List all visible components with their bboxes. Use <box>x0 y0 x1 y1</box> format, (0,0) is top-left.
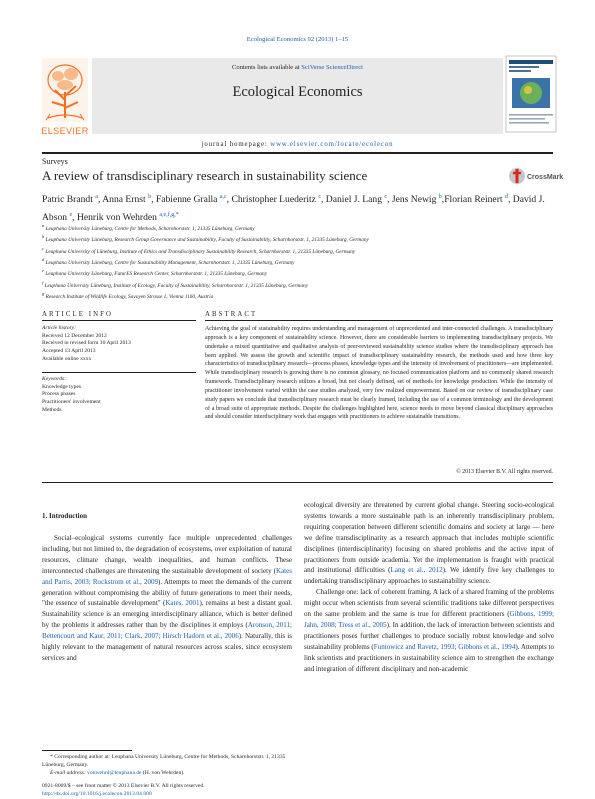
body-text: ). Attempts to link scientists and practitioners in sustainability science aim to strengthen the exchange and integration of different disciplinary and non-academic <box>304 642 555 673</box>
author-affiliation-marker[interactable]: a,c <box>219 194 227 200</box>
body-paragraph <box>304 587 554 674</box>
author-affiliation-marker[interactable]: a <box>95 194 98 200</box>
author-name[interactable]: Henrik von Wehrden $^{a,e,f,g,*}$ <box>76 211 179 223</box>
history-item: Received 12 December 2012 <box>42 332 107 339</box>
author-affiliation-marker[interactable]: d <box>504 194 508 200</box>
email-suffix: (H. von Wehrden). <box>141 769 185 776</box>
body-column-left <box>42 533 292 664</box>
affiliation-text: Leuphana University Lüneburg, Research Group Governance and Sustainability, Faculty of Sustainability, Scharnhorststr. 1, 21335 Lüneburg, Germany <box>45 237 369 244</box>
footnote-rule <box>42 750 132 751</box>
author-affiliation-marker[interactable]: b <box>438 194 442 200</box>
affiliation-item <box>42 233 557 244</box>
affiliation-item <box>42 245 557 256</box>
affiliation-item <box>42 222 557 233</box>
body-text: ), remains at best a distant goal. Sustainability science is an emerging interdisciplinary alliance, which is better defined by the problems it addresses rather than by the disciplines it employs ( <box>42 599 292 630</box>
affiliation-item <box>42 256 557 267</box>
contents-prefix: Contents lists available at <box>232 64 302 71</box>
citation-link[interactable]: Kates, 2001 <box>165 599 200 608</box>
sciencedirect-link[interactable]: SciVerse ScienceDirect <box>301 64 363 71</box>
author-name[interactable]: Patric Brandt $^a$ <box>42 194 98 206</box>
keyword-item: Process phases <box>42 391 76 398</box>
bottom-reference <box>42 783 342 799</box>
journal-name: Ecological Economics <box>232 84 363 100</box>
author-affiliation-marker[interactable]: e <box>69 211 73 218</box>
affiliation-text: Leuphana University Lüneburg, FuturES Research Center, Scharnhorststr. 1, 21335 Lüneburg, Germany <box>45 271 268 278</box>
author-name[interactable]: Fabienne Gralla $^{a,c}$ <box>155 194 227 206</box>
elsevier-wordmark: ELSEVIER <box>41 126 89 136</box>
citation-link[interactable]: Lang et al., 2012 <box>390 566 443 575</box>
body-text: ecological diversity are threatened by current global change. Steering socio-ecological systems towards a more sustainable path is an inherently transdisciplinary problem, requiring cooperation between different scientific domains and society at large — here we define transdisciplinarity as a research approach that includes multiple scientific disciplines (interdisciplinarity) focusing on shared problems and the active input of practitioners from outside academia. Yet the implementation is fraught with practical and institutional difficulties ( <box>304 501 554 575</box>
author-name[interactable]: Christopher Luederitz $^c$ <box>231 194 321 206</box>
abstract-bottom-rule <box>42 482 553 483</box>
email-line <box>42 770 292 778</box>
body-text: Challenge one: lack of coherent framing. A lack of a shared framing of the problems might occur when scientists from several scientific traditions take different perspectives on the same problem and the same is true for different practitioners ( <box>304 588 554 619</box>
section-heading: 1. Introduction <box>42 512 87 520</box>
header-rule <box>42 152 553 154</box>
citation-link[interactable]: Kates and Parris, 2003; Rockstrom et al., 2009 <box>42 566 292 586</box>
author-name[interactable]: David J. Abson $^e$ <box>42 194 545 223</box>
history-item: Available online xxxx <box>42 355 92 362</box>
keyword-item: Practitioners' involvement <box>42 399 101 406</box>
contents-line <box>92 64 503 71</box>
body-text: ). Naturally, this is highly relevant to the management of natural resources across scales, since ecosystem services and <box>42 632 292 662</box>
affiliation-marker: c <box>42 245 44 251</box>
author-name[interactable]: Jens Newig $^b$ <box>391 194 442 206</box>
article-title: A review of transdisciplinary research in sustainability science <box>42 168 368 183</box>
history-label: Article history: <box>42 325 77 331</box>
affiliation-text: Leuphana University Lüneburg, Institute of Ecology, Faculty of Sustainability, Scharnhorststr. 1, 21335 Lüneburg, Germany <box>44 282 308 289</box>
homepage-prefix: journal homepage: <box>201 141 271 148</box>
affiliation-item <box>42 279 557 290</box>
affiliation-marker: d <box>42 256 45 262</box>
author-name[interactable]: Anna Ernst $^b$ <box>102 194 152 206</box>
svg-text:CrossMark: CrossMark <box>527 174 564 181</box>
citation-link[interactable]: Funtowicz and Ravetz, 1993; Gibbons et al., 1994 <box>373 642 516 651</box>
body-text: ). Attempts to meet the demands of the current generation without compromising the ability of future generations to meet their needs, "the essence of sustainable development" ( <box>42 577 292 608</box>
article-history <box>42 325 196 364</box>
abstract-heading: ABSTRACT <box>205 311 258 318</box>
journal-reference[interactable]: Ecological Economics 92 (2013) 1–15 <box>246 36 349 43</box>
author-affiliation-marker[interactable]: b <box>148 194 152 200</box>
affiliation-marker: f <box>42 279 44 285</box>
author-affiliation-marker[interactable]: c <box>384 194 388 200</box>
keywords-label: Keywords: <box>42 376 67 382</box>
corresponding-author-note <box>42 754 292 770</box>
body-text: ). We identify five key challenges to undertaking transdisciplinary approaches to sustainability science. <box>304 566 554 586</box>
email-label: E-mail address: <box>50 769 88 776</box>
issn-line: 0921-8009/$ – see front matter © 2013 Elsevier B.V. All rights reserved. <box>42 783 205 789</box>
journal-homepage-line <box>92 141 503 148</box>
journal-cover-image[interactable] <box>506 56 556 132</box>
corresponding-author-text: Corresponding author at: Leuphana University Lüneburg, Centre for Methods, Scharnhorststr. 1, 21335 Lüneburg, Germany. <box>42 754 286 768</box>
author-name[interactable]: Daniel J. Lang $^c$ <box>325 194 388 206</box>
abstract-rule <box>205 320 553 321</box>
affiliation-text: Leuphana University Lüneburg, Centre for Methods, Scharnhorststr. 1, 21335 Lüneburg, Germany <box>45 225 255 232</box>
author-affiliation-marker[interactable]: a,e,f,g,* <box>159 211 179 218</box>
author-affiliation-marker[interactable]: c <box>318 194 321 200</box>
body-text: ). In addition, the lack of interaction between scientists and practitioners poses further challenges to produce socially robust knowledge and solve sustainability problems ( <box>304 620 555 651</box>
doi-link[interactable]: http://dx.doi.org/10.1016/j.ecolecon.2013.04.008 <box>42 790 152 797</box>
body-column-right <box>304 500 554 675</box>
body-paragraph <box>304 500 554 587</box>
author-list: Patric Brandt $^a$, Anna Ernst $^b$, Fabienne Gralla $^{a,c}$, Christopher Luederitz $^c$, Daniel J. Lang $^c$, Jens Newig $^b$,Florian Reinert $^d$, David J. Abson $^e$, Henrik von Wehrden $^{a,e,f,g,*}$ <box>42 194 545 223</box>
affiliation-marker: a <box>42 223 45 228</box>
citation-link[interactable]: Aronson, 2011; Bettencourt and Kaur, 2011; Clark, 2007; Hirsch Hadorn et al., 2006 <box>42 621 292 641</box>
article-section-label: Surveys <box>42 157 68 166</box>
keywords-rule <box>42 372 196 373</box>
affiliation-marker: g <box>42 290 45 296</box>
crossmark-icon[interactable] <box>508 166 564 186</box>
homepage-link[interactable]: www.elsevier.com/locate/ecolecon <box>270 141 394 148</box>
keyword-item: Knowledge types <box>42 383 81 390</box>
history-item: Received in revised form 10 April 2013 <box>42 340 131 347</box>
author-name[interactable]: Florian Reinert $^d$ <box>444 194 508 206</box>
email-link[interactable]: vonwehrd@leuphana.de <box>87 769 142 776</box>
affiliation-marker: e <box>42 268 44 274</box>
footnotes <box>42 754 292 778</box>
affiliation-list <box>42 222 557 301</box>
keyword-list <box>42 376 196 415</box>
affiliation-text: Research Institute of Wildlife Ecology, Savoyen Strasse 1, Vienna 1160, Austria <box>45 293 214 300</box>
keyword-item: Methods <box>42 406 62 413</box>
citation-link[interactable]: Gibbons, 1999; Jahn, 2008; Tress et al., 2005 <box>304 610 555 629</box>
copyright-notice: © 2013 Elsevier B.V. All rights reserved. <box>456 469 553 475</box>
history-item: Accepted 13 April 2013 <box>42 348 96 355</box>
affiliation-item <box>42 290 557 301</box>
body-text: Social–ecological systems currently face multiple unprecedented challenges including, but not limited to, the degradation of ecosystems, over exploitation of natural resources, climate change, wealth inequalities, and human conflicts. These interconnected challenges are threatening the sustainable development of society ( <box>42 534 292 575</box>
affiliation-text: Leuphana University of Lüneburg, Institute of Ethics and Transdisciplinary Sustainability Research, Scharnhorststr. 1, 21335 Lüneburg, Germany <box>45 248 356 255</box>
affiliation-marker: b <box>42 234 45 240</box>
affiliation-text: Leuphana University Lüneburg, Centre for Sustainability Management, Scharnhorststr. 1, 21335 Lüneburg, Germany <box>45 259 295 266</box>
abstract-text: Achieving the goal of sustainability requires understanding and management of unprecedented and inter-connected challenges. A transdisciplinary approach is a key component of sustainability science. However, there are considerable barriers to implementing transdisciplinary projects. We undertake a mixed quantitative and qualitative analysis of peer-reviewed sustainability science studies where the transdisciplinary approach has been applied. We assess the growth and scientific impact of transdisciplinary sustainability research, the methods used and how three key characteristics of transdisciplinary research—process phases, knowledge types and the intensity of involvement of practitioners—are implemented. While transdisciplinary research is growing there is no common glossary, no focused communication platform and no commonly shared research framework. Transdisciplinary research utilizes a broad, but not clearly defined, set of methods for knowledge production. While the intensity of practitioner involvement varied within the case studies analyzed, very few realized empowerment. Based on our review of transdisciplinary case study papers we conclude that transdisciplinary research must be clearly framed, including the use of a common terminology and the development of a broad suite of appropriate methods. Despite the challenges highlighted here, science needs to move beyond classical disciplinary approaches and should consider interdisciplinary work that engages with practitioners to achieve sustainable transitions. <box>205 326 553 421</box>
article-info-rule <box>42 320 196 321</box>
affiliation-item <box>42 267 557 278</box>
article-info-heading: ARTICLE INFO <box>42 311 114 318</box>
footnote-marker: * <box>50 754 53 760</box>
